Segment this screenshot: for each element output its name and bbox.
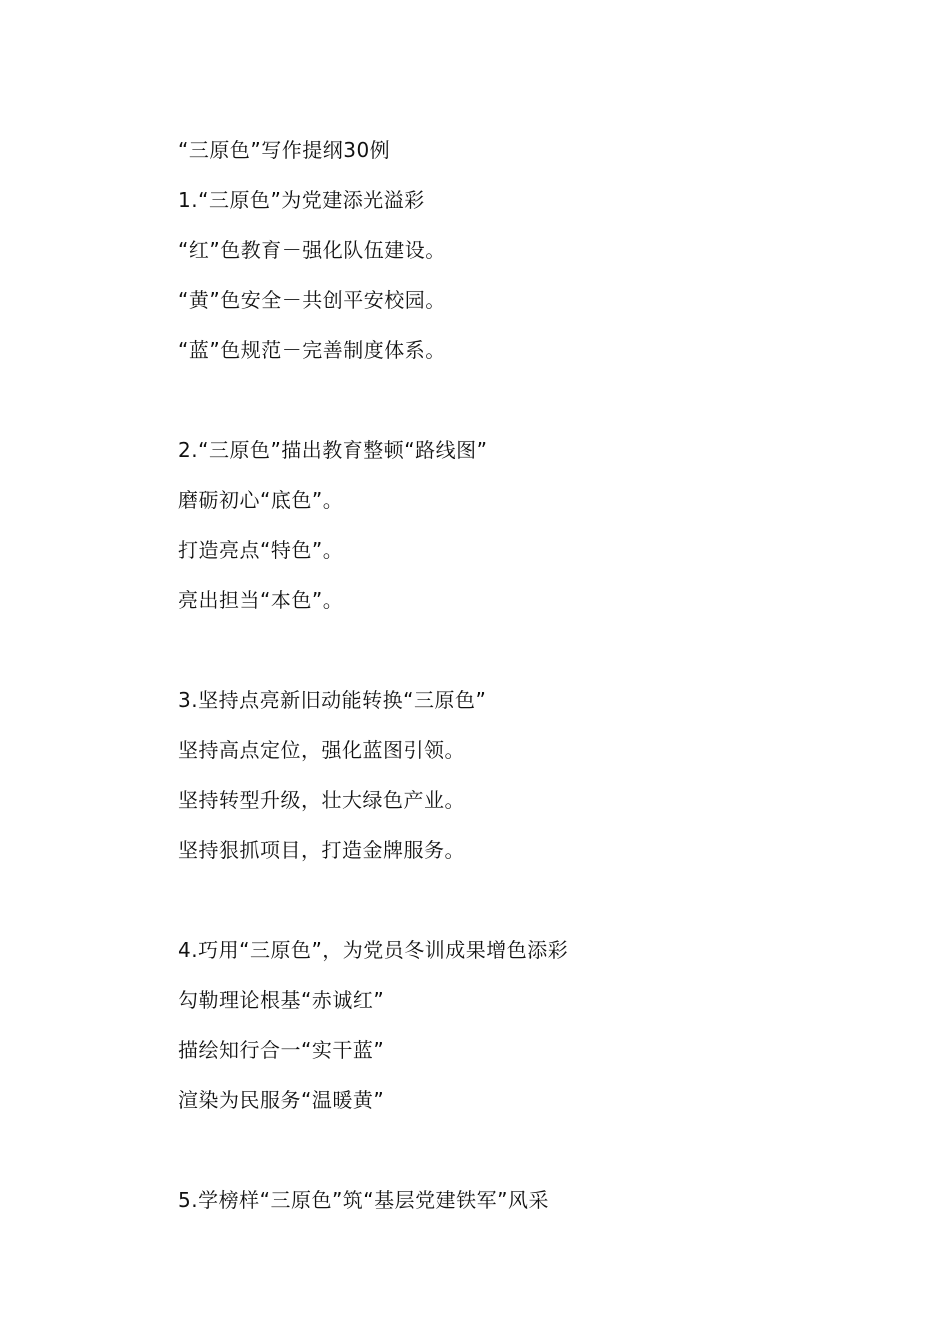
section-item: 勾勒理论根基“赤诚红” — [178, 988, 385, 1012]
blank-line — [178, 633, 878, 683]
section-heading: 3.坚持点亮新旧动能转换“三原色” — [178, 688, 487, 712]
section-item: 描绘知行合一“实干蓝” — [178, 1038, 385, 1062]
section-item: 打造亮点“特色”。 — [178, 538, 344, 562]
section-item: 亮出担当“本色”。 — [178, 588, 344, 612]
blank-line — [178, 1133, 878, 1183]
blank-line — [178, 883, 878, 933]
section-item: 坚持狠抓项目，打造金牌服务。 — [178, 838, 465, 862]
section-item: 渲染为民服务“温暖黄” — [178, 1088, 385, 1112]
section-item: “红”色教育－强化队伍建设。 — [178, 238, 446, 262]
section-heading: 4.巧用“三原色”，为党员冬训成果增色添彩 — [178, 938, 569, 962]
section-item: 坚持转型升级，壮大绿色产业。 — [178, 788, 465, 812]
section-item: 坚持高点定位，强化蓝图引领。 — [178, 738, 465, 762]
section-5 — [178, 1183, 878, 1233]
section-4 — [178, 933, 878, 1133]
section-heading: 5.学榜样“三原色”筑“基层党建铁军”风采 — [178, 1188, 550, 1212]
section-2 — [178, 433, 878, 633]
section-1 — [178, 183, 878, 383]
section-3 — [178, 683, 878, 883]
document-body — [178, 133, 878, 1233]
section-item: “蓝”色规范－完善制度体系。 — [178, 338, 446, 362]
document-title: “三原色”写作提纲30例 — [178, 138, 391, 162]
section-heading: 1.“三原色”为党建添光溢彩 — [178, 188, 425, 212]
section-item: 磨砺初心“底色”。 — [178, 488, 344, 512]
section-heading: 2.“三原色”描出教育整顿“路线图” — [178, 438, 488, 462]
section-item: “黄”色安全－共创平安校园。 — [178, 288, 446, 312]
blank-line — [178, 383, 878, 433]
